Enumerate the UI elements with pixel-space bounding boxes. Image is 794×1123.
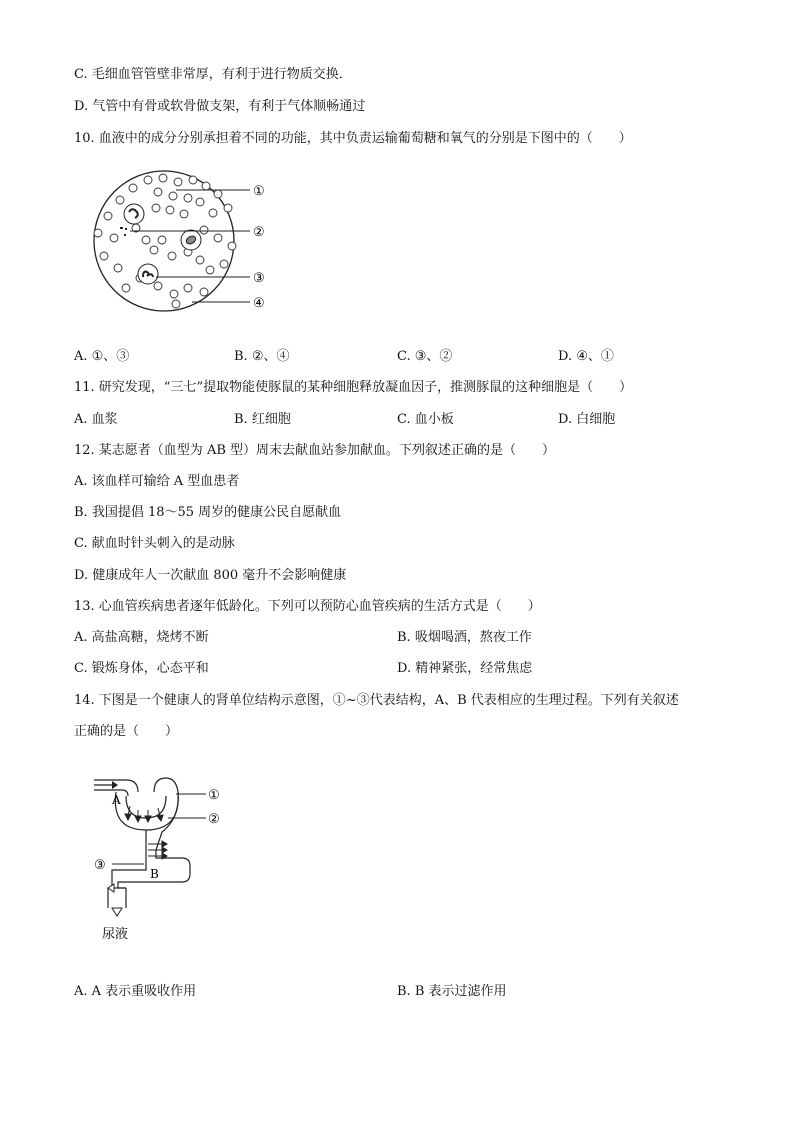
q13-option-b: B. 吸烟喝酒，熬夜工作 — [397, 630, 532, 645]
platelets — [120, 227, 127, 236]
q9-option-c: C. 毛细血管管壁非常厚，有利于进行物质交换． — [74, 67, 352, 82]
q9-option-d: D. 气管中有骨或软骨做支架，有利于气体顺畅通过 — [74, 99, 366, 114]
q14-stem-line1: 14. 下图是一个健康人的肾单位结构示意图，①~③代表结构，A、B 代表相应的生理过程。下列有关叙述 — [74, 693, 679, 708]
q11-option-c: C. 血小板 — [397, 412, 454, 427]
q12-option-a: A. 该血样可输给 A 型血患者 — [74, 474, 240, 489]
blood-label-4: ④ — [253, 296, 265, 311]
blood-label-3: ③ — [253, 271, 265, 286]
q10-stem: 10. 血液中的成分分别承担着不同的功能，其中负责运输葡萄糖和氧气的分别是下图中的（ ） — [74, 131, 632, 146]
q12-stem: 12. 某志愿者（血型为 AB 型）周末去献血站参加献血。下列叙述正确的是（ ） — [74, 443, 556, 458]
q14-stem-line2: 正确的是（ ） — [74, 724, 179, 739]
q11-option-b: B. 红细胞 — [234, 412, 291, 427]
q14-option-a: A. A 表示重吸收作用 — [74, 984, 197, 999]
q12-option-c: C. 献血时针头刺入的是动脉 — [74, 536, 235, 551]
kidney-label-1: ① — [208, 788, 220, 803]
blood-label-2: ② — [253, 225, 265, 240]
filtration-arrows — [125, 806, 163, 822]
q11-option-d: D. 白细胞 — [558, 412, 616, 427]
kidney-label-2: ② — [208, 812, 220, 827]
red-blood-cells — [94, 174, 236, 308]
q11-option-a: A. 血浆 — [74, 412, 118, 427]
q11-stem: 11. 研究发现，“三七”提取物能使豚鼠的某种细胞释放凝血因子，推测豚鼠的这种细胞是（ ） — [74, 380, 633, 395]
q13-option-a: A. 高盐高糖，烧烤不断 — [74, 630, 209, 645]
q14-option-b: B. B 表示过滤作用 — [397, 984, 507, 999]
kidney-label-b: B — [150, 867, 159, 881]
q10-option-b: B. ②、④ — [234, 349, 290, 364]
q10-option-d: D. ④、① — [558, 349, 614, 364]
q13-option-c: C. 锻炼身体，心态平和 — [74, 661, 209, 676]
blood-label-1: ① — [253, 184, 265, 199]
nephron-diagram — [86, 770, 236, 965]
q13-option-d: D. 精神紧张，经常焦虑 — [397, 661, 533, 676]
q12-option-d: D. 健康成年人一次献血 800 毫升不会影响健康 — [74, 568, 347, 583]
q10-option-a: A. ①、③ — [74, 349, 130, 364]
q13-stem: 13. 心血管疾病患者逐年低龄化。下列可以预防心血管疾病的生活方式是（ ） — [74, 599, 541, 614]
urine-label: 尿液 — [102, 927, 129, 942]
q12-option-b: B. 我国提倡 18～55 周岁的健康公民自愿献血 — [74, 505, 342, 520]
reabsorption-arrows — [148, 841, 167, 859]
nephron-leader-lines — [112, 794, 206, 864]
q10-option-c: C. ③、② — [397, 349, 453, 364]
blood-smear-diagram — [88, 168, 278, 318]
kidney-label-a: A — [112, 793, 121, 807]
kidney-label-3: ③ — [94, 858, 106, 873]
